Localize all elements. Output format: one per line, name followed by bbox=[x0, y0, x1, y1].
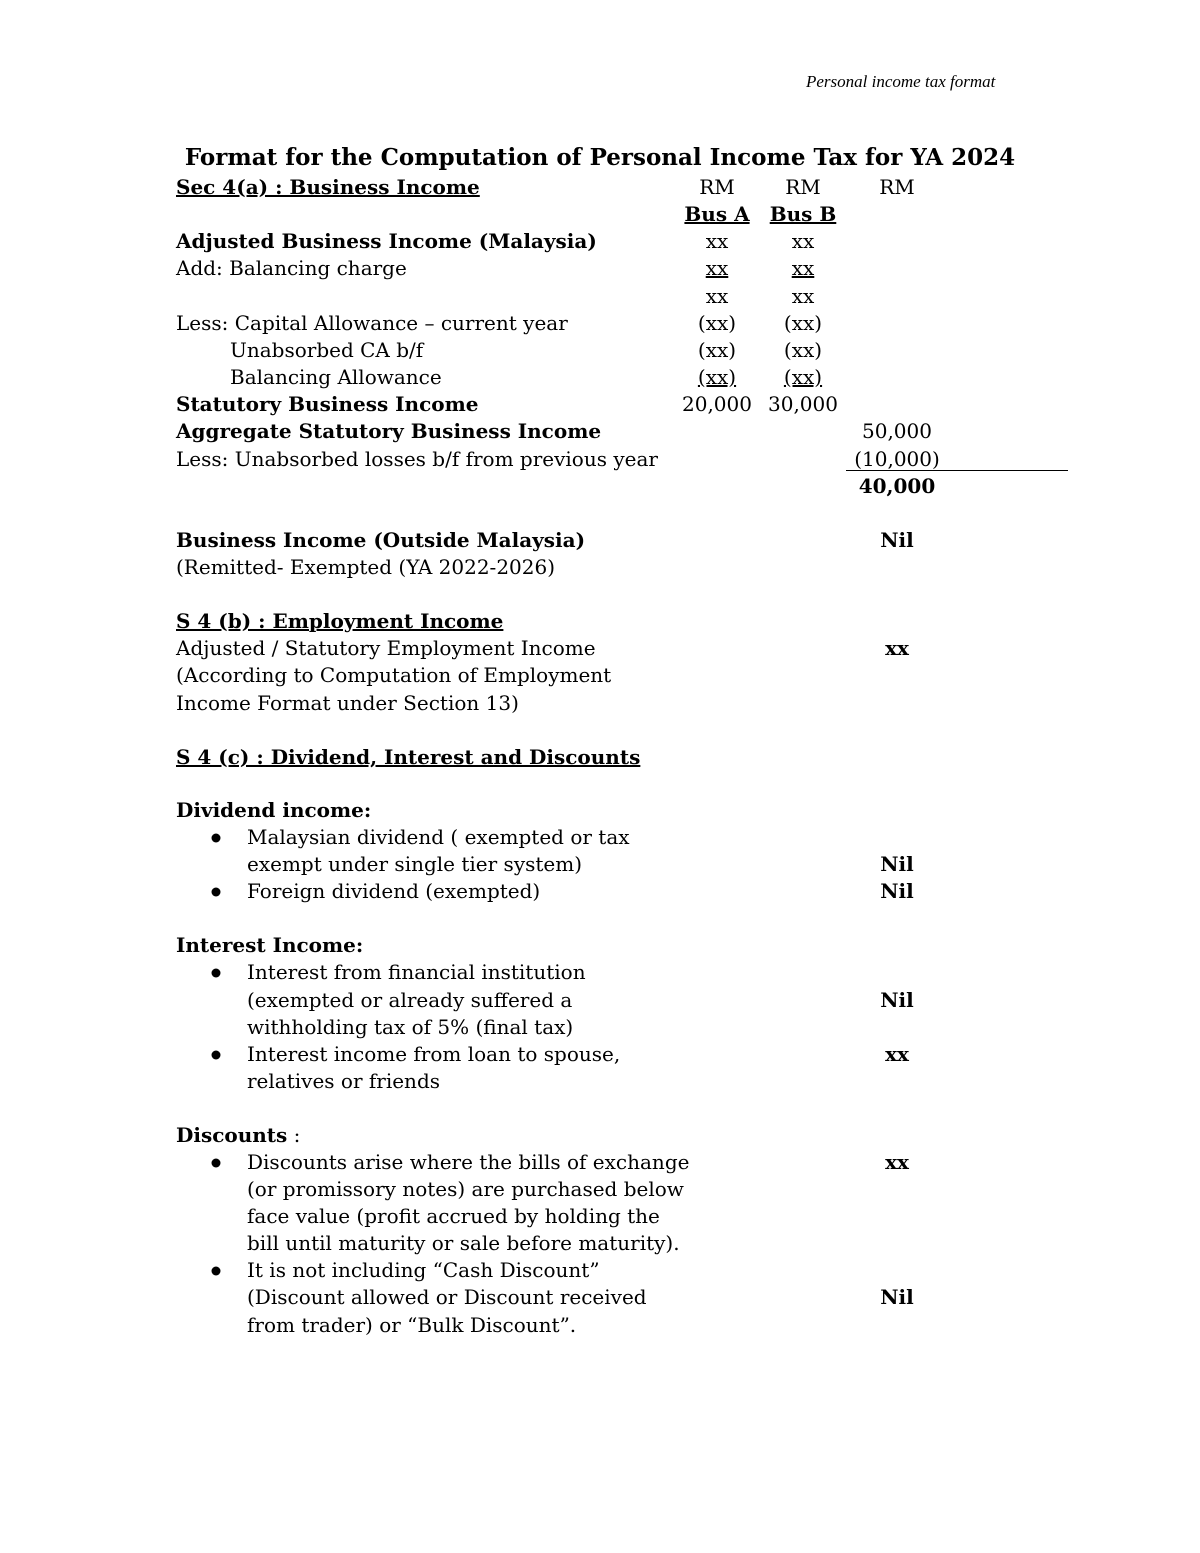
row-label: Statutory Business Income bbox=[176, 392, 479, 416]
item-value: Nil bbox=[880, 988, 914, 1012]
bullet-text: It is not including “Cash Discount” bbox=[247, 1258, 600, 1282]
row-value-a: xx bbox=[705, 229, 729, 253]
row-value-b: xx bbox=[791, 256, 815, 280]
net-value: 40,000 bbox=[858, 474, 936, 498]
row-value-a: (xx) bbox=[697, 365, 737, 389]
row-value-a: (xx) bbox=[697, 311, 737, 335]
bullet-icon bbox=[209, 831, 223, 845]
sec4b-line: Income Format under Section 13) bbox=[176, 691, 519, 715]
item-value: Nil bbox=[880, 879, 914, 903]
bullet-icon bbox=[209, 966, 223, 980]
bullet-icon bbox=[209, 1156, 223, 1170]
bullet-icon bbox=[209, 1048, 223, 1062]
total-rule bbox=[846, 470, 1068, 471]
row-value-b: xx bbox=[791, 284, 815, 308]
item-value: Nil bbox=[880, 1285, 914, 1309]
row-label: Less: Capital Allowance – current year bbox=[176, 311, 568, 335]
running-header: Personal income tax format bbox=[806, 72, 996, 91]
discounts-colon: : bbox=[287, 1123, 301, 1147]
discounts-heading: Discounts bbox=[176, 1123, 288, 1147]
row-value-a: xx bbox=[705, 256, 729, 280]
row-value-a: xx bbox=[705, 284, 729, 308]
losses-value: (10,000) bbox=[854, 447, 940, 471]
row-value-b: (xx) bbox=[783, 311, 823, 335]
col-a-rm: RM bbox=[699, 175, 735, 199]
bullet-text: Malaysian dividend ( exempted or tax bbox=[247, 825, 630, 849]
row-value-b: (xx) bbox=[783, 338, 823, 362]
item-value: xx bbox=[885, 1150, 909, 1174]
bullet-icon bbox=[209, 885, 223, 899]
aggregate-value: 50,000 bbox=[862, 419, 932, 443]
outside-value: Nil bbox=[880, 528, 914, 552]
bullet-text: (or promissory notes) are purchased below bbox=[247, 1177, 684, 1201]
bullet-text: exempt under single tier system) bbox=[247, 852, 583, 876]
sec4a-heading: Sec 4(a) : Business Income bbox=[176, 175, 480, 199]
bullet-text: Interest income from loan to spouse, bbox=[247, 1042, 621, 1066]
col-b-header: Bus B bbox=[769, 202, 837, 226]
sec4b-line: Adjusted / Statutory Employment Income bbox=[176, 636, 596, 660]
sec4b-value: xx bbox=[885, 636, 909, 660]
dividend-heading: Dividend income: bbox=[176, 798, 372, 822]
losses-label: Less: Unabsorbed losses b/f from previous year bbox=[176, 447, 658, 471]
outside-label: Business Income (Outside Malaysia) bbox=[176, 528, 586, 552]
bullet-text: relatives or friends bbox=[247, 1069, 441, 1093]
sec4b-line: (According to Computation of Employment bbox=[176, 663, 612, 687]
row-value-a: (xx) bbox=[697, 338, 737, 362]
bullet-icon bbox=[209, 1264, 223, 1278]
sec4c-heading: S 4 (c) : Dividend, Interest and Discounts bbox=[176, 745, 641, 769]
bullet-text: Interest from financial institution bbox=[247, 960, 586, 984]
bullet-text: from trader) or “Bulk Discount”. bbox=[247, 1313, 577, 1337]
bullet-text: bill until maturity or sale before maturity). bbox=[247, 1231, 680, 1255]
interest-heading: Interest Income: bbox=[176, 933, 364, 957]
sec4b-heading: S 4 (b) : Employment Income bbox=[176, 609, 504, 633]
row-value-b: xx bbox=[791, 229, 815, 253]
row-label: Unabsorbed CA b/f bbox=[230, 338, 424, 362]
bullet-text: face value (profit accrued by holding the bbox=[247, 1204, 660, 1228]
outside-note: (Remitted- Exempted (YA 2022-2026) bbox=[176, 555, 556, 579]
bullet-text: Foreign dividend (exempted) bbox=[247, 879, 541, 903]
row-label: Adjusted Business Income (Malaysia) bbox=[176, 229, 597, 253]
col-total-rm: RM bbox=[879, 175, 915, 199]
item-value: xx bbox=[885, 1042, 909, 1066]
row-label: Add: Balancing charge bbox=[176, 256, 407, 280]
page-title: Format for the Computation of Personal Income Tax for YA 2024 bbox=[184, 144, 1016, 171]
bullet-text: (Discount allowed or Discount received bbox=[247, 1285, 647, 1309]
col-b-rm: RM bbox=[785, 175, 821, 199]
row-value-a: 20,000 bbox=[682, 392, 752, 416]
bullet-text: withholding tax of 5% (final tax) bbox=[247, 1015, 574, 1039]
item-value: Nil bbox=[880, 852, 914, 876]
bullet-text: (exempted or already suffered a bbox=[247, 988, 573, 1012]
bullet-text: Discounts arise where the bills of exchange bbox=[247, 1150, 690, 1174]
discounts-heading-line bbox=[176, 1122, 300, 1149]
aggregate-label: Aggregate Statutory Business Income bbox=[176, 419, 602, 443]
col-a-header: Bus A bbox=[684, 202, 750, 226]
row-value-b: 30,000 bbox=[768, 392, 838, 416]
row-label: Balancing Allowance bbox=[230, 365, 442, 389]
row-value-b: (xx) bbox=[783, 365, 823, 389]
